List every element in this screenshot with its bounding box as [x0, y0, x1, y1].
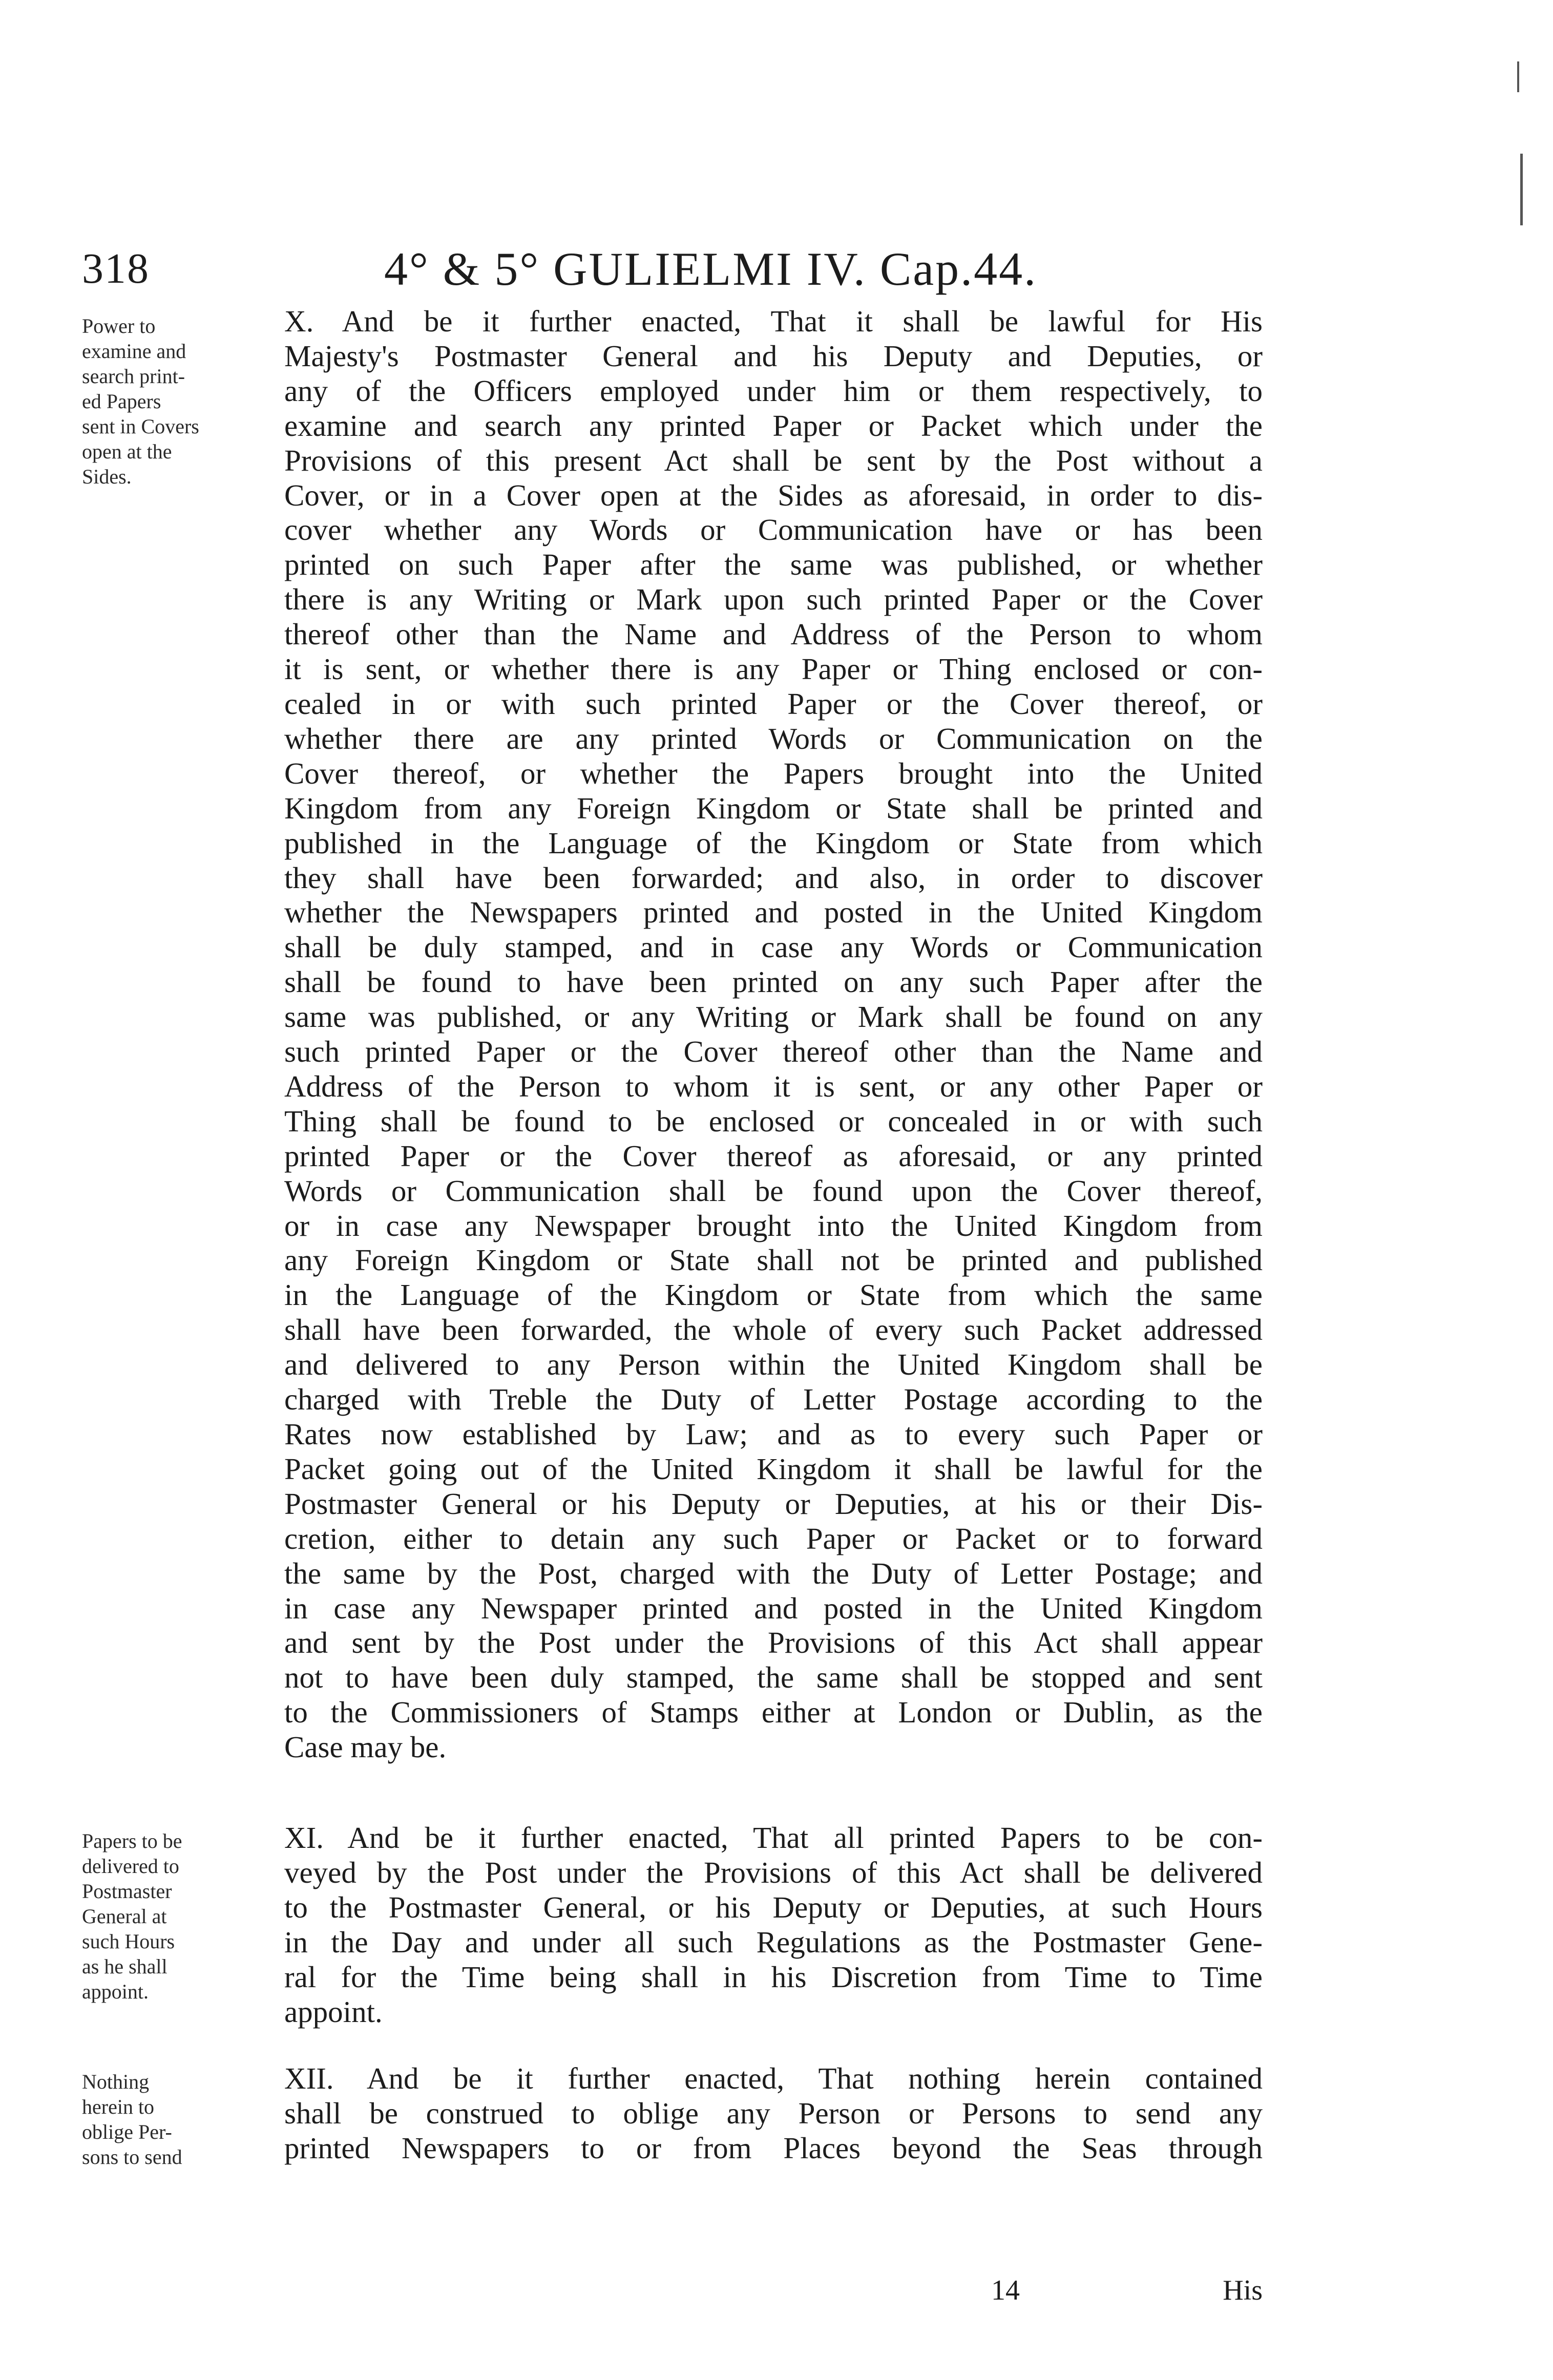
body-line: Case may be. — [284, 1730, 447, 1764]
body-line: Rates now established by Law; and as to every such Paper or — [284, 1417, 1263, 1451]
page-number: 318 — [82, 245, 150, 292]
body-line: it is sent, or whether there is any Paper or Thing enclosed or con- — [284, 652, 1263, 686]
body-line: to the Commissioners of Stamps either at London or Dublin, as the — [284, 1695, 1263, 1730]
body-line: not to have been duly stamped, the same shall be stopped and sent — [284, 1660, 1263, 1695]
margin-note-line: Power to — [82, 314, 156, 338]
margin-note-line: Postmaster — [82, 1880, 172, 1903]
body-line: examine and search any printed Paper or Packet which under the — [284, 408, 1263, 443]
catchword: His — [1223, 2274, 1263, 2306]
body-line: any of the Officers employed under him or them respectively, to — [284, 373, 1263, 408]
body-line: published in the Language of the Kingdom or State from which — [284, 826, 1263, 860]
body-line: Address of the Person to whom it is sent, or any other Paper or — [284, 1069, 1263, 1103]
body-line: shall be duly stamped, and in case any Words or Communication — [284, 930, 1263, 964]
body-line: shall be construed to oblige any Person or Persons to send any — [284, 2096, 1263, 2130]
page-header — [82, 241, 1306, 297]
body-line: to the Postmaster General, or his Deputy or Deputies, at such Hours — [284, 1890, 1263, 1924]
body-line: and sent by the Post under the Provisions of this Act shall appear — [284, 1626, 1263, 1660]
body-line: appoint. — [284, 1994, 383, 2029]
body-line: printed Newspapers to or from Places beyond the Seas through — [284, 2131, 1263, 2165]
body-line: whether there are any printed Words or Communication on the — [284, 721, 1263, 755]
margin-note-section-xii — [82, 2069, 271, 2170]
margin-note-line: General at — [82, 1905, 167, 1928]
margin-note-line: sent in Covers — [82, 415, 199, 438]
body-line: Postmaster General or his Deputy or Deputies, at his or their Dis- — [284, 1486, 1263, 1521]
body-line: Thing shall be found to be enclosed or concealed in or with such — [284, 1104, 1263, 1138]
scan-mark — [1520, 154, 1523, 225]
body-line: in the Language of the Kingdom or State from which the same — [284, 1278, 1263, 1312]
section-xi-paragraph — [284, 1821, 1263, 2029]
margin-note-line: open at the — [82, 440, 172, 463]
body-line: such printed Paper or the Cover thereof other than the Name and — [284, 1035, 1263, 1069]
body-line: Majesty's Postmaster General and his Deputy and Deputies, or — [284, 339, 1263, 373]
body-line: X. And be it further enacted, That it shall be lawful for His — [284, 304, 1263, 338]
margin-note-line: Papers to be — [82, 1829, 182, 1852]
body-line: and delivered to any Person within the United Kingdom shall be — [284, 1347, 1263, 1382]
margin-note-line: sons to send — [82, 2145, 182, 2168]
margin-note-line: search print- — [82, 365, 185, 388]
margin-note-line: such Hours — [82, 1930, 175, 1953]
body-line: veyed by the Post under the Provisions of this Act shall be delivered — [284, 1855, 1263, 1889]
margin-note-line: delivered to — [82, 1855, 179, 1878]
body-line: they shall have been forwarded; and also, in order to discover — [284, 860, 1263, 895]
body-line: in case any Newspaper printed and posted in the United Kingdom — [284, 1591, 1263, 1625]
body-line: Words or Communication shall be found upon the Cover thereof, — [284, 1173, 1263, 1208]
body-line: Kingdom from any Foreign Kingdom or State shall be printed and — [284, 791, 1263, 825]
body-line: any Foreign Kingdom or State shall not be printed and published — [284, 1243, 1263, 1277]
margin-note-line: oblige Per- — [82, 2120, 172, 2143]
body-line: cover whether any Words or Communication have or has been — [284, 513, 1263, 547]
section-xii-paragraph — [284, 2061, 1263, 2166]
body-line: in the Day and under all such Regulations as the Postmaster Gene- — [284, 1925, 1263, 1959]
body-line: same was published, or any Writing or Mark shall be found on any — [284, 1000, 1263, 1034]
margin-note-section-xi — [82, 1828, 271, 2004]
running-title: 4° & 5° GULIELMI IV. Cap.44. — [384, 243, 1038, 295]
page-footer — [284, 2274, 1263, 2310]
margin-note-line: herein to — [82, 2095, 155, 2118]
margin-note-line: examine and — [82, 340, 186, 363]
margin-note-line: Sides. — [82, 465, 132, 488]
body-line: printed Paper or the Cover thereof as aforesaid, or any printed — [284, 1139, 1263, 1173]
body-line: printed on such Paper after the same was published, or whether — [284, 547, 1263, 582]
body-line: XI. And be it further enacted, That all printed Papers to be con- — [284, 1821, 1263, 1855]
body-line: shall have been forwarded, the whole of every such Packet addressed — [284, 1313, 1263, 1347]
body-line: cretion, either to detain any such Paper or Packet or to forward — [284, 1521, 1263, 1555]
signature-mark: 14 — [991, 2274, 1020, 2306]
body-line: Cover, or in a Cover open at the Sides as aforesaid, in order to dis- — [284, 478, 1263, 512]
body-line: XII. And be it further enacted, That nothing herein contained — [284, 2061, 1263, 2095]
body-line: there is any Writing or Mark upon such printed Paper or the Cover — [284, 582, 1263, 617]
body-line: Packet going out of the United Kingdom it shall be lawful for the — [284, 1451, 1263, 1486]
body-line: thereof other than the Name and Address of the Person to whom — [284, 617, 1263, 651]
body-line: or in case any Newspaper brought into the United Kingdom from — [284, 1208, 1263, 1242]
body-line: whether the Newspapers printed and posted in the United Kingdom — [284, 895, 1263, 930]
margin-note-line: Nothing — [82, 2070, 150, 2093]
margin-note-line: as he shall — [82, 1955, 167, 1978]
margin-note-line: appoint. — [82, 1980, 149, 2003]
body-line: cealed in or with such printed Paper or the Cover thereof, or — [284, 686, 1263, 721]
margin-note-section-x — [82, 313, 271, 489]
body-line: the same by the Post, charged with the Duty of Letter Postage; and — [284, 1556, 1263, 1590]
margin-note-line: ed Papers — [82, 390, 161, 413]
body-line: shall be found to have been printed on any such Paper after the — [284, 965, 1263, 999]
scan-mark — [1517, 61, 1519, 92]
body-line: charged with Treble the Duty of Letter Postage according to the — [284, 1382, 1263, 1417]
section-x-paragraph — [284, 304, 1263, 1765]
body-line: Cover thereof, or whether the Papers brought into the United — [284, 756, 1263, 790]
body-line: ral for the Time being shall in his Discretion from Time to Time — [284, 1960, 1263, 1994]
body-line: Provisions of this present Act shall be sent by the Post without a — [284, 443, 1263, 477]
